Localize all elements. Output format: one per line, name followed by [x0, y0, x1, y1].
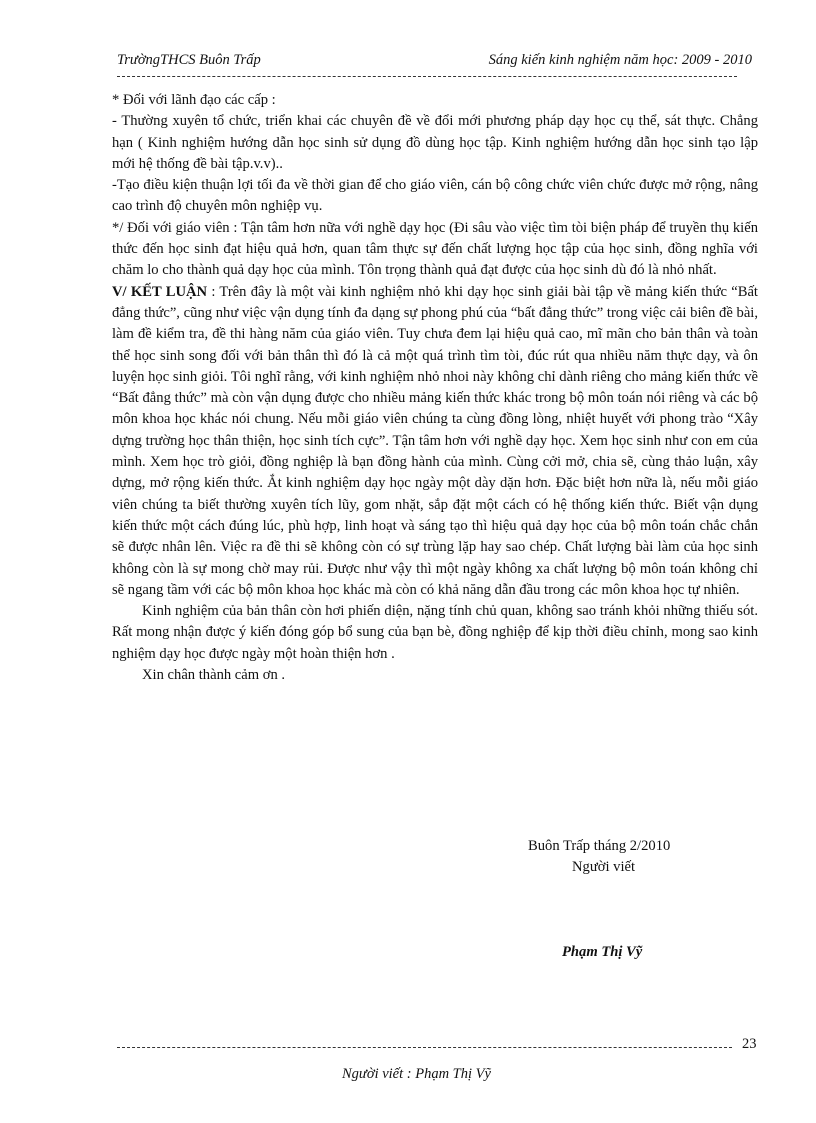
footer-divider [117, 1047, 732, 1048]
paragraph-leaders-heading: * Đối với lãnh đạo các cấp : [112, 92, 276, 108]
conclusion-text: : Trên đây là một vài kinh nghiệm nhỏ khi dạy học sinh giải bài tập về mảng kiến thức “Bất đẳng thức”, cũng như việc vận dụng tính đa dạng sự phong phú của “bất đẳng thức” trong việc cải biên đề bài, làm đề kiểm tra, đề thi hàng năm của giáo viên. Tuy chưa đem lại hiệu quả cao, mĩ mãn cho bản thân và toàn thể học sinh song đối với bản thân thì đó là cả một quá trình tìm tòi, đúc rút qua nhiều năm thực dạy, và ôn luyện học sinh giỏi. Tôi nghĩ rằng, với kinh nghiệm nhỏ nhoi này không chỉ dành riêng cho mảng kiến thức về “Bất đẳng thức” mà còn vận dụng được cho nhiều mảng kiến thức khác trong bộ môn toán nói riêng và các bộ môn khoa học khác nói chung. Nếu mỗi giáo viên chúng ta cùng đồng lòng, nhiệt huyết với phong trào “Xây dựng trường học thân thiện, học sinh tích cực”. Tận tâm hơn với nghề dạy học. Xem học sinh như con em của mình. Xem học trò giỏi, đồng nghiệp là bạn đồng hành của mình. Cùng cởi mở, chia sẽ, cùng thảo luận, xây dựng, mở rộng kiến thức. Ắt kinh nghiệm dạy học ngày một dày dặn hơn. Đặc biệt hơn nữa là, nếu mỗi giáo viên chúng ta biết thường xuyên tích lũy, gom nhặt, sắp đặt một cách có hệ thống kiến thức. Biết vận dụng kiến thức một cách đúng lúc, phù hợp, linh hoạt và sáng tạo thì hiệu quả dạy học của bộ môn toán chắc chắn sẽ được nhân lên. Việc ra đề thi sẽ không còn có sự trùng lặp hay sao chép. Chất lượng bài làm của học sinh không còn là sự mong chờ may rủi. Được như vậy thì một ngày không xa chất lượng bộ môn toán không chỉ sẽ ngang tầm với các bộ môn khoa học khác mà còn có khả năng dẫn đầu trong các môn khoa học tự nhiên. [112, 283, 758, 598]
signature-date: Buôn Trấp tháng 2/2010 [528, 838, 671, 854]
paragraph-conclusion [112, 282, 758, 601]
paragraph-teachers: */ Đối với giáo viên : Tận tâm hơn nữa với nghề dạy học (Đi sâu vào việc tìm tòi biện pháp để truyền thụ kiến thức đến học sinh đạt hiệu quả hơn, quan tâm thực sự đến chất lượng học tập của học sinh, đồng nghĩa với chăm lo cho thành quả dạy học của mình. Tôn trọng thành quả đạt được của học sinh dù đó là nhỏ nhất. [112, 219, 758, 279]
page-number: 23 [742, 1036, 757, 1052]
header-title: Sáng kiến kinh nghiệm năm học: 2009 - 2010 [488, 52, 752, 68]
header-divider [117, 76, 737, 77]
signature-name: Phạm Thị Vỹ [562, 944, 643, 960]
paragraph-leaders-1: - Thường xuyên tổ chức, triển khai các chuyên đề về đổi mới phương pháp dạy học cụ thể, sát thực. Chẳng hạn ( Kinh nghiệm hướng dẫn học sinh sử dụng đồ dùng học tập. Kinh nghiệm hướng dẫn học sinh tạo lập mới hệ thống đề bài tập.v.v).. [112, 113, 758, 172]
paragraph-thanks: Xin chân thành cảm ơn . [142, 667, 286, 684]
paragraph-leaders-2: -Tạo điều kiện thuận lợi tối đa về thời gian để cho giáo viên, cán bộ công chức viên chức được mở rộng, nâng cao trình độ chuyên môn nghiệp vụ. [112, 177, 758, 215]
conclusion-heading: V/ KẾT LUẬN [112, 283, 208, 300]
signature-role: Người viết [572, 859, 636, 875]
document-body [112, 90, 758, 686]
footer-author: Người viết : Phạm Thị Vỹ [342, 1066, 491, 1082]
paragraph-self-assessment: Kinh nghiệm của bản thân còn hơi phiến diện, nặng tính chủ quan, không sao tránh khỏi những thiếu sót. Rất mong nhận được ý kiến đóng góp bổ sung của bạn bè, đồng nghiệp để kịp thời điều chỉnh, mong sao kinh nghiệm dạy học được ngày một hoàn thiện hơn . [112, 603, 758, 662]
header-school: TrườngTHCS Buôn Trấp [117, 52, 261, 68]
